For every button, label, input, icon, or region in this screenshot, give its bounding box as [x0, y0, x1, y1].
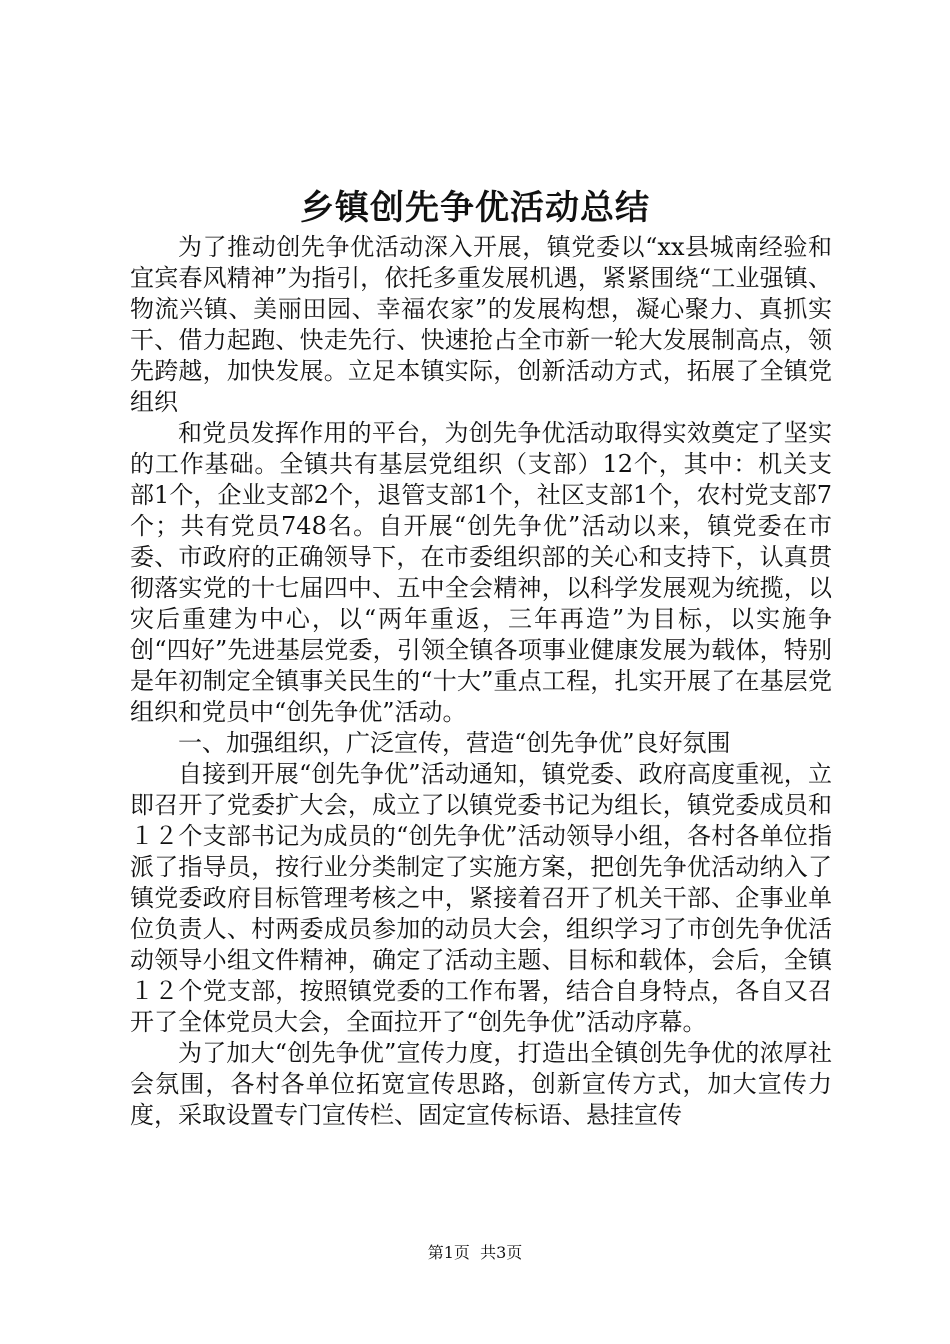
paragraph-overview: 和党员发挥作用的平台，为创先争优活动取得实效奠定了坚实的工作基础。全镇共有基层党组织（支部）12个，其中：机关支部1个，企业支部2个，退管支部1个，社区支部1个，农村党支部7个；共有党员748名。自开展“创先争优”活动以来，镇党委在市委、市政府的正确领导下，在市委组织部的关心和支持下，认真贯彻落实党的十七届四中、五中全会精神，以科学发展观为统揽，以灾后重建为中心，以“两年重返，三年再造”为目标，以实施争创“四好”先进基层党委，引领全镇各项事业健康发展为载体，特别是年初制定全镇事关民生的“十大”重点工程，扎实开展了在基层党组织和党员中“创先争优”活动。	[130, 419, 832, 726]
document-body	[130, 232, 832, 1131]
page-number: 第1页	[427, 1243, 470, 1262]
page-footer	[0, 1242, 950, 1264]
footer-separator	[470, 1243, 480, 1262]
paragraph-organization: 自接到开展“创先争优”活动通知，镇党委、政府高度重视，立即召开了党委扩大会，成立了以镇党委书记为组长，镇党委成员和１２个支部书记为成员的“创先争优”活动领导小组，各村各单位指派了指导员，按行业分类制定了实施方案，把创先争优活动纳入了镇党委政府目标管理考核之中，紧接着召开了机关干部、企事业单位负责人、村两委成员参加的动员大会，组织学习了市创先争优活动领导小组文件精神，确定了活动主题、目标和载体，会后，全镇１２个党支部，按照镇党委的工作布署，结合自身特点，各自又召开了全体党员大会，全面拉开了“创先争优”活动序幕。	[130, 760, 832, 1036]
paragraph-publicity: 为了加大“创先争优”宣传力度，打造出全镇创先争优的浓厚社会氛围，各村各单位拓宽宣传思路，创新宣传方式，加大宣传力度，采取设置专门宣传栏、固定宣传标语、悬挂宣传	[130, 1039, 832, 1129]
document-title: 乡镇创先争优活动总结	[300, 188, 650, 228]
page-total: 共3页	[480, 1243, 523, 1262]
section-heading-1: 一、加强组织，广泛宣传，营造“创先争优”良好氛围	[178, 729, 731, 757]
paragraph-intro: 为了推动创先争优活动深入开展，镇党委以“xx县城南经验和宜宾春风精神”为指引，依托多重发展机遇，紧紧围绕“工业强镇、物流兴镇、美丽田园、幸福农家”的发展构想，凝心聚力、真抓实干、借力起跑、快走先行、快速抢占全市新一轮大发展制高点，领先跨越，加快发展。立足本镇实际，创新活动方式，拓展了全镇党组织	[130, 233, 832, 416]
